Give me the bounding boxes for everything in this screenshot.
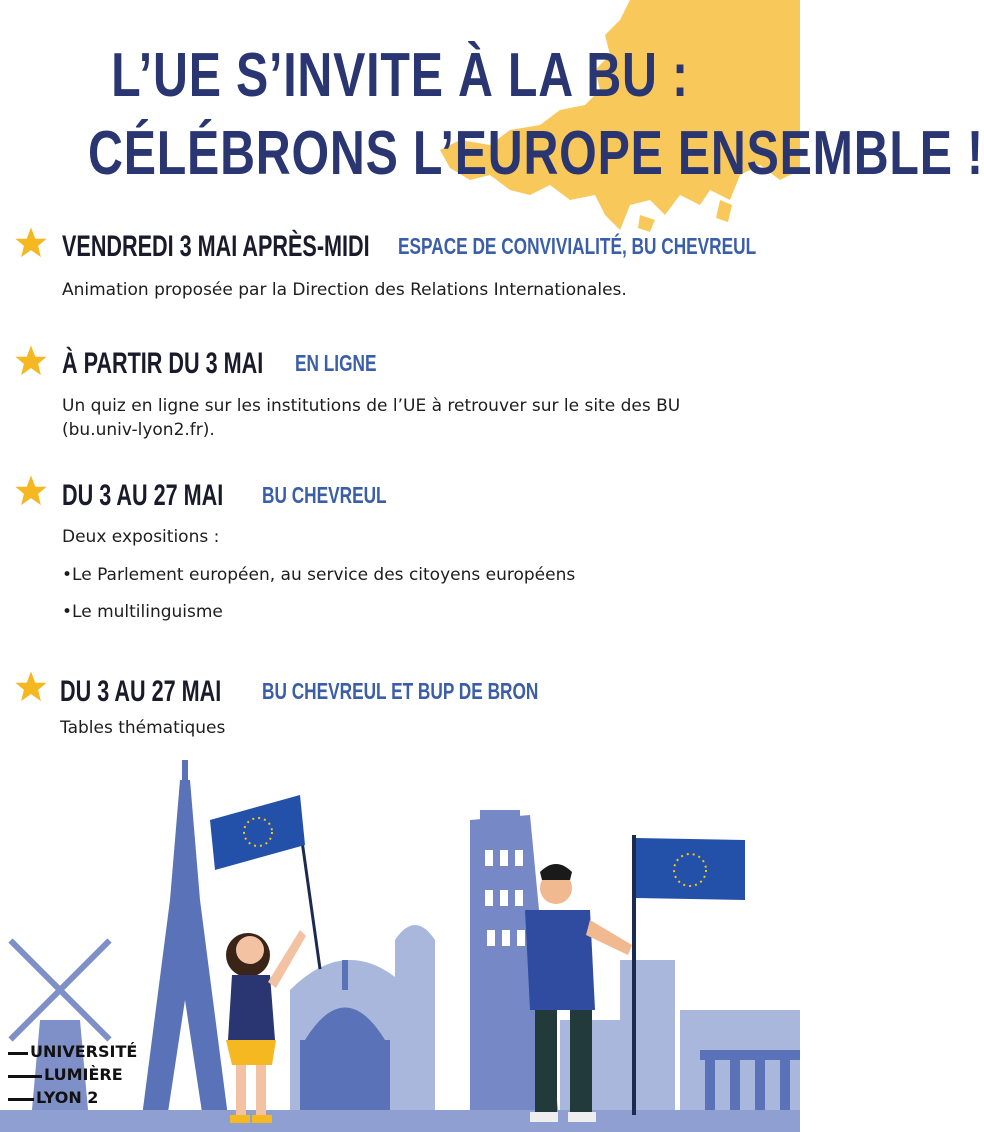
page-title-line-2: CÉLÉBRONS L’EUROPE ENSEMBLE ! xyxy=(88,119,984,188)
event-4-date: DU 3 AU 27 MAI xyxy=(60,675,222,708)
event-3-location: BU CHEVREUL xyxy=(262,482,387,508)
star-icon xyxy=(14,344,48,378)
star-icon xyxy=(14,226,48,260)
star-icon xyxy=(14,670,48,704)
event-1-description: Animation proposée par la Direction des Relations Internationales. xyxy=(62,280,627,300)
logo-line-2: LUMIÈRE xyxy=(44,1065,123,1084)
event-2-date: À PARTIR DU 3 MAI xyxy=(62,347,264,380)
event-3-date: DU 3 AU 27 MAI xyxy=(62,479,224,512)
page-title-line-1: L’UE S’INVITE À LA BU : xyxy=(111,41,689,110)
event-3-description-line-1: Deux expositions : xyxy=(62,527,220,547)
logo-line-1: UNIVERSITÉ xyxy=(30,1042,138,1061)
event-4-location: BU CHEVREUL ET BUP DE BRON xyxy=(262,678,539,704)
event-2-description-line-2: (bu.univ-lyon2.fr). xyxy=(62,420,215,440)
event-2-location: EN LIGNE xyxy=(295,350,377,376)
logo-line-3: LYON 2 xyxy=(36,1088,99,1107)
event-4-description: Tables thématiques xyxy=(60,718,226,738)
event-1-location: ESPACE DE CONVIVIALITÉ, BU CHEVREUL xyxy=(398,233,757,259)
event-1-date: VENDREDI 3 MAI APRÈS-MIDI xyxy=(62,230,370,263)
event-3-description-line-3: •Le multilinguisme xyxy=(62,602,223,622)
event-3-description-line-2: •Le Parlement européen, au service des citoyens européens xyxy=(62,565,576,585)
event-2-description-line-1: Un quiz en ligne sur les institutions de l’UE à retrouver sur le site des BU xyxy=(62,396,681,416)
star-icon xyxy=(14,474,48,508)
universite-lumiere-lyon2-logo xyxy=(8,1040,138,1110)
